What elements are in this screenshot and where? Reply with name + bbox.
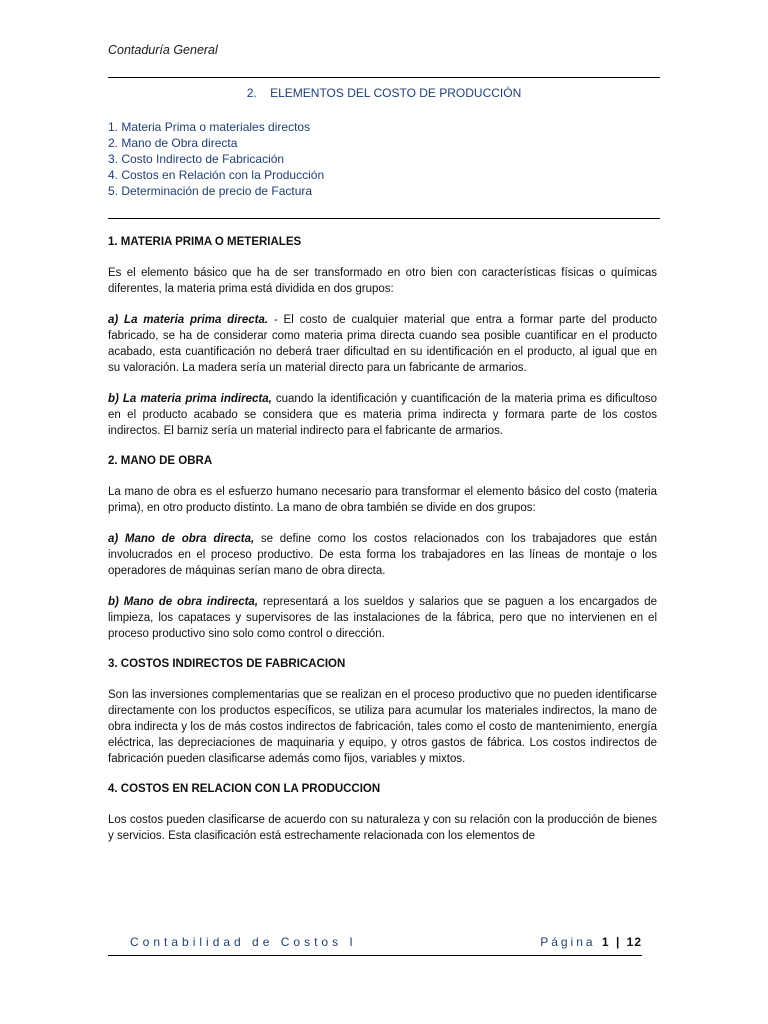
section-rule (108, 218, 660, 219)
paragraph (108, 594, 657, 642)
term-label: b) La materia prima indirecta, (108, 393, 272, 405)
section-heading-costos-produccion: 4. COSTOS EN RELACION CON LA PRODUCCION (108, 783, 381, 795)
footer-course: Contabilidad de Costos I (130, 935, 357, 949)
paragraph: Son las inversiones complementarias que se realizan en el proceso productivo que no pueden identificarse directamente con los productos específicos, se utiliza para acumular los materiales indirectos, la mano de obra indirecta y los de más costos indirectos de fabricación, tales como el costo de mantenimiento, energía eléctrica, las depreciaciones de maquinaria y equipo, y otros gastos de fábrica. Los costos indirectos de fabricación pueden clasificarse además como fijos, variables y mixtos. (108, 689, 657, 765)
paragraph: La mano de obra es el esfuerzo humano necesario para transformar el elemento básico del costo (materia prima), en otro producto distinto. La mano de obra también se divide en dos grupos: (108, 486, 657, 514)
paragraph (108, 312, 657, 376)
term-text: cuando la identificación y cuantificación de la materia prima es dificultoso en el producto acabado se considera que es materia prima indirecta y formara parte de los costos indirectos. El barniz sería un material indirecto para el fabricante de armarios. (108, 393, 657, 437)
toc-item: 4. Costos en Relación con la Producción (108, 168, 325, 182)
header-title: Contaduría General (108, 43, 218, 57)
paragraph (108, 391, 657, 439)
document-body (108, 235, 657, 859)
term-text: - El costo de cualquier material que entra a formar parte del producto fabricado, se ha de considerar como materia prima directa cuando sea posible cuantificar en el producto acabado, esta cuantificación no deberá traer dificultad en su identificación en el producto, al igual que en su valoración. La madera sería un material directo para un fabricante de armarios. (108, 314, 657, 374)
paragraph (108, 531, 657, 579)
section-heading-materia-prima: 1. MATERIA PRIMA O METERIALES (108, 236, 302, 248)
section-heading-mano-de-obra: 2. MANO DE OBRA (108, 455, 213, 467)
paragraph: Los costos pueden clasificarse de acuerdo con su naturaleza y con su relación con la producción de bienes y servicios. Esta clasificación está estrechamente relacionada con los elementos de (108, 814, 657, 842)
term-text: representará a los sueldos y salarios que se paguen a los encargados de limpieza, los capataces y supervisores de las instalaciones de la fábrica, pero que no intervienen en el proceso productivo sino solo como control o dirección. (108, 596, 657, 640)
term-label: b) Mano de obra indirecta, (108, 596, 259, 608)
toc-item: 2. Mano de Obra directa (108, 136, 238, 150)
toc-item: 1. Materia Prima o materiales directos (108, 120, 311, 134)
footer-page-total: 12 (626, 935, 642, 949)
term-text: se define como los costos relacionados con los trabajadores que están involucrados en el proceso productivo. De esta forma los trabajadores en las líneas de montaje o los operadores de máquinas serían mano de obra directa. (108, 533, 657, 577)
term-label: a) Mano de obra directa, (108, 533, 255, 545)
term-label: a) La materia prima directa. (108, 314, 269, 326)
footer-separator: | (615, 935, 621, 949)
footer-page-number (540, 935, 642, 949)
toc-item: 3. Costo Indirecto de Fabricación (108, 152, 285, 166)
footer-page-label: Página (540, 935, 596, 949)
paragraph: Es el elemento básico que ha de ser transformado en otro bien con características físicas o químicas diferentes, la materia prima está dividida en dos grupos: (108, 267, 657, 295)
section-heading-costos-indirectos: 3. COSTOS INDIRECTOS DE FABRICACION (108, 658, 346, 670)
header-rule (108, 77, 660, 78)
toc-item: 5. Determinación de precio de Factura (108, 184, 313, 198)
footer-rule (108, 955, 642, 956)
footer-page-current: 1 (601, 935, 610, 949)
section-title: 2. ELEMENTOS DEL COSTO DE PRODUCCIÓN (246, 86, 522, 100)
table-of-contents (108, 119, 324, 199)
